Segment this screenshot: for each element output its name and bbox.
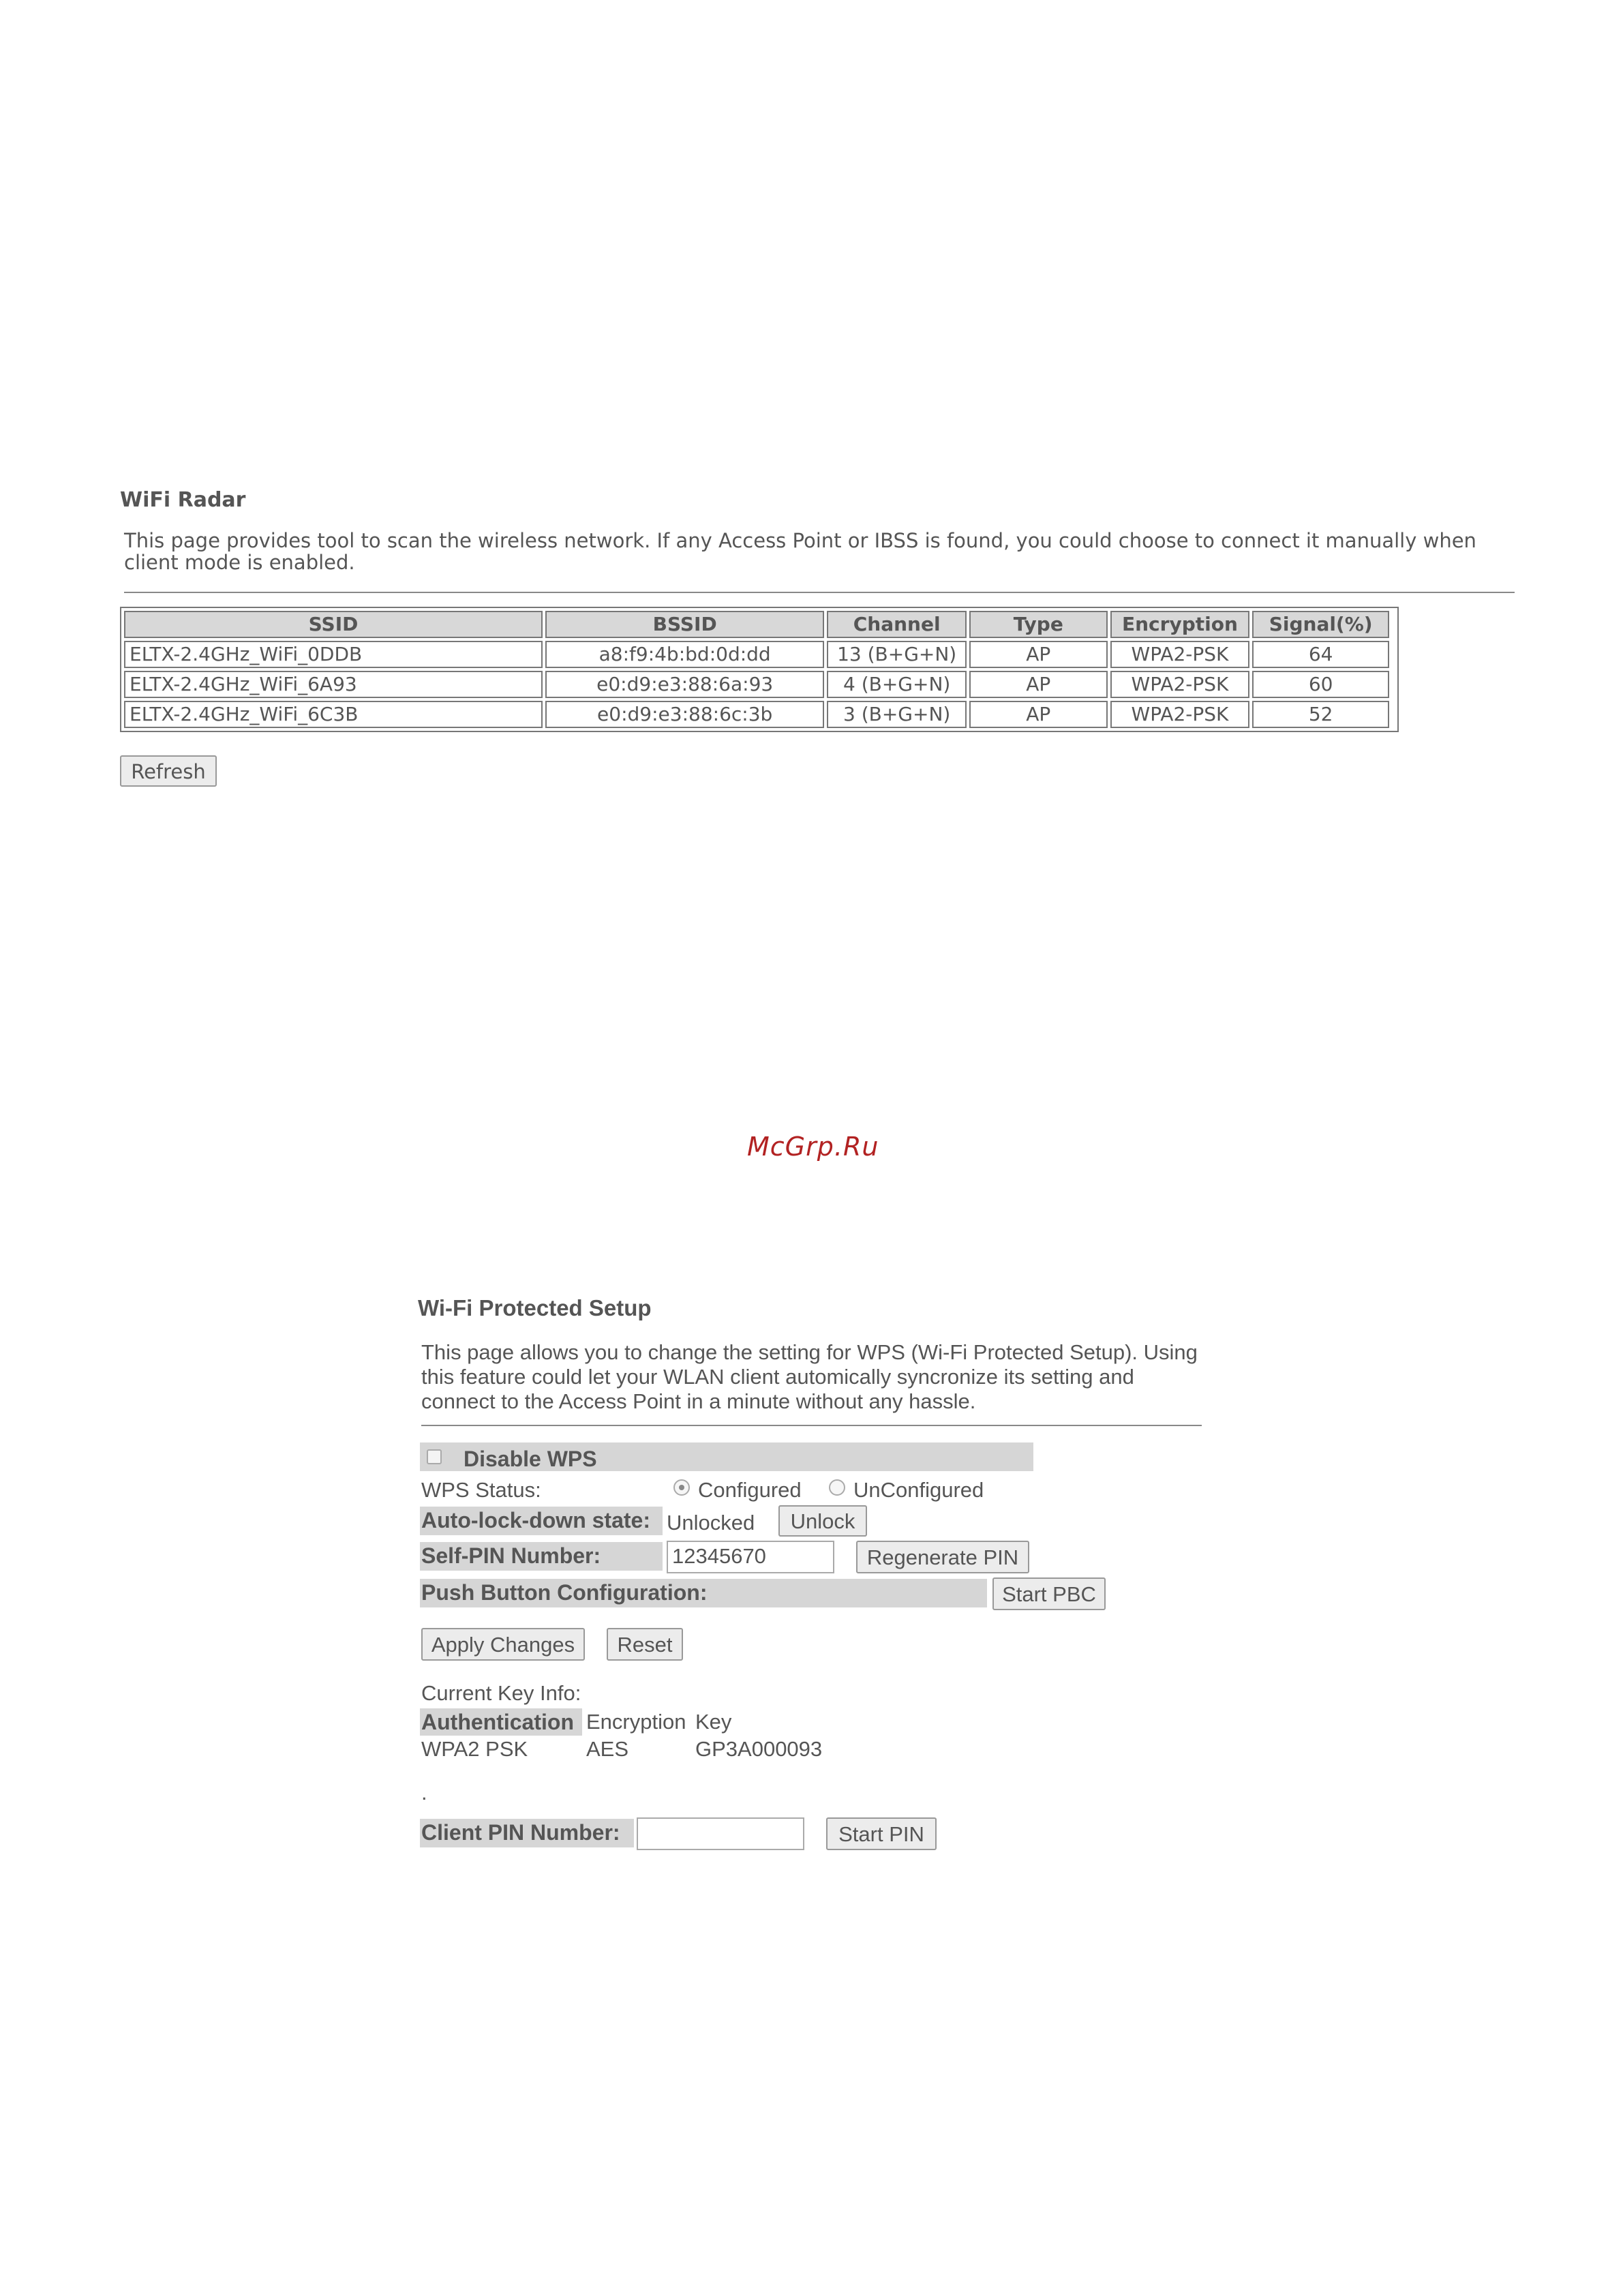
cell-channel: 3 (B+G+N) — [827, 701, 967, 728]
cell-type: AP — [969, 641, 1108, 668]
radar-title: WiFi Radar — [120, 488, 246, 512]
cell-signal: 60 — [1252, 671, 1389, 698]
apply-changes-button[interactable]: Apply Changes — [421, 1628, 585, 1661]
table-row — [124, 701, 1389, 728]
radar-table-frame — [120, 607, 1399, 732]
cell-type: AP — [969, 671, 1108, 698]
status-configured-label: Configured — [698, 1478, 802, 1502]
encryption-header: Encryption — [586, 1710, 686, 1734]
separator-dot: . — [421, 1781, 427, 1804]
wps-status-label: WPS Status: — [421, 1478, 541, 1502]
wps-title: Wi-Fi Protected Setup — [418, 1295, 652, 1320]
column-header-type: Type — [969, 611, 1108, 638]
cell-channel: 4 (B+G+N) — [827, 671, 967, 698]
regenerate-pin-button[interactable]: Regenerate PIN — [856, 1541, 1029, 1573]
key-header: Key — [695, 1710, 732, 1734]
auth-header: Authentication — [421, 1710, 574, 1734]
cell-encryption: WPA2-PSK — [1110, 671, 1250, 698]
reset-button[interactable]: Reset — [607, 1628, 683, 1661]
status-unconfigured-label: UnConfigured — [853, 1478, 984, 1502]
cell-ssid: ELTX-2.4GHz_WiFi_6A93 — [124, 671, 543, 698]
radar-table — [121, 608, 1392, 731]
start-pin-button[interactable]: Start PIN — [826, 1817, 937, 1850]
column-header-signal: Signal(%) — [1252, 611, 1389, 638]
table-row — [124, 671, 1389, 698]
client-pin-field[interactable] — [637, 1817, 804, 1850]
wps-description: This page allows you to change the setting for WPS (Wi-Fi Protected Setup). Using this feature could let your WLAN client automically syncronize its setting and connect to the Access Point in a minute without any hassle. — [421, 1340, 1198, 1413]
cell-ssid: ELTX-2.4GHz_WiFi_0DDB — [124, 641, 543, 668]
cell-encryption: WPA2-PSK — [1110, 641, 1250, 668]
start-pbc-button[interactable]: Start PBC — [992, 1577, 1106, 1610]
cell-ssid: ELTX-2.4GHz_WiFi_6C3B — [124, 701, 543, 728]
encryption-value: AES — [586, 1737, 629, 1761]
unlock-button[interactable]: Unlock — [778, 1505, 867, 1537]
auto-lock-value: Unlocked — [667, 1511, 755, 1535]
refresh-button[interactable]: Refresh — [120, 755, 217, 787]
key-value: GP3A000093 — [695, 1737, 823, 1761]
cell-bssid: e0:d9:e3:88:6c:3b — [545, 701, 824, 728]
self-pin-label: Self-PIN Number: — [421, 1543, 601, 1568]
client-pin-label: Client PIN Number: — [421, 1820, 620, 1845]
status-unconfigured-radio[interactable] — [829, 1479, 845, 1496]
column-header-channel: Channel — [827, 611, 967, 638]
cell-signal: 52 — [1252, 701, 1389, 728]
column-header-bssid: BSSID — [545, 611, 824, 638]
cell-bssid: e0:d9:e3:88:6a:93 — [545, 671, 824, 698]
status-configured-radio[interactable] — [673, 1479, 690, 1496]
cell-type: AP — [969, 701, 1108, 728]
table-header-row — [124, 611, 1389, 638]
radar-description: This page provides tool to scan the wireless network. If any Access Point or IBSS is found, you could choose to connect it manually when client mode is enabled. — [124, 529, 1476, 574]
cell-signal: 64 — [1252, 641, 1389, 668]
auto-lock-label: Auto-lock-down state: — [421, 1508, 650, 1532]
cell-bssid: a8:f9:4b:bd:0d:dd — [545, 641, 824, 668]
disable-wps-label: Disable WPS — [464, 1447, 597, 1471]
table-row — [124, 641, 1389, 668]
cell-encryption: WPA2-PSK — [1110, 701, 1250, 728]
watermark: McGrp.Ru — [747, 1132, 879, 1162]
current-key-info-label: Current Key Info: — [421, 1681, 581, 1705]
column-header-encryption: Encryption — [1110, 611, 1250, 638]
pbc-label: Push Button Configuration: — [421, 1580, 708, 1605]
disable-wps-checkbox[interactable] — [427, 1449, 442, 1464]
radar-divider — [124, 592, 1515, 593]
cell-channel: 13 (B+G+N) — [827, 641, 967, 668]
self-pin-field[interactable]: 12345670 — [667, 1541, 834, 1573]
wps-divider — [421, 1425, 1202, 1426]
column-header-ssid: SSID — [124, 611, 543, 638]
auth-value: WPA2 PSK — [421, 1737, 528, 1761]
